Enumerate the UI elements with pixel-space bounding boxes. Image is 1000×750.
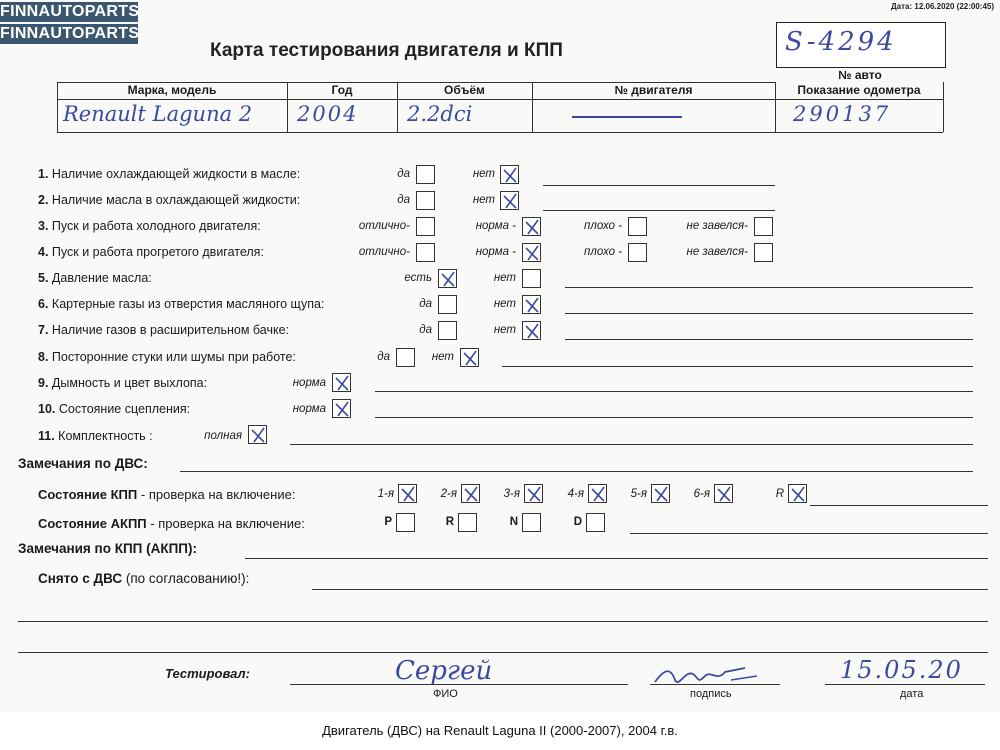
watermark-logo: FINNAUTOPARTS (0, 3, 140, 20)
opt-normal-3: норма - (475, 220, 516, 232)
check-row-8: 8. Посторонние стуки или шумы при работе: (38, 350, 296, 364)
tested-label: Тестировал: (165, 666, 250, 681)
engine-number-header: № двигателя (614, 83, 693, 97)
opt-yes-2: да (397, 194, 410, 206)
odometer-value: 290137 (793, 102, 892, 126)
page-title: Карта тестирования двигателя и КПП (210, 40, 563, 61)
checkbox-no-6[interactable] (522, 295, 541, 314)
opt-yes-6: да (419, 298, 432, 310)
check-mark-icon (462, 485, 481, 504)
opt-yes-8: да (377, 351, 390, 363)
date-stamp: Дата: 12.06.2020 (22:00:45) (890, 2, 994, 11)
gear-label-1: 1-я (377, 488, 394, 500)
gear-label-2: 2-я (440, 488, 457, 500)
check-mark-icon (333, 374, 352, 393)
opt-no-2: нет (472, 194, 495, 206)
check-mark-icon (333, 400, 352, 419)
checkbox-no-7[interactable] (522, 321, 541, 340)
opt-no-6: нет (493, 298, 516, 310)
check-mark-icon (523, 296, 542, 315)
opt-not-started-4: не завелся- (686, 246, 748, 258)
check-mark-icon (501, 166, 520, 185)
checkbox-normal-3[interactable] (522, 217, 541, 236)
checkbox-auto-gear-3[interactable] (522, 513, 541, 532)
year-value: 2004 (297, 102, 359, 126)
opt-present-5: есть (404, 272, 432, 284)
check-row-9: 9. Дымность и цвет выхлопа: (38, 376, 208, 390)
checkbox-no-5[interactable] (522, 269, 541, 288)
image-caption: Двигатель (ДВС) на Renault Laguna II (2000-2007), 2004 г.в. (0, 712, 1000, 750)
check-mark-icon (501, 192, 520, 211)
checkbox-gear-7[interactable] (788, 484, 807, 503)
checkbox-normal-9[interactable] (332, 373, 351, 392)
check-mark-icon (525, 485, 544, 504)
checkbox-normal-10[interactable] (332, 399, 351, 418)
checkbox-gear-3[interactable] (524, 484, 543, 503)
volume-header: Объём (444, 83, 485, 97)
date-label: дата (900, 688, 924, 700)
gear-label-5: 5-я (630, 488, 647, 500)
auto-gear-label-3: N (509, 516, 518, 528)
checkbox-gear-6[interactable] (714, 484, 733, 503)
check-mark-icon (523, 322, 542, 341)
checkbox-no-8[interactable] (460, 348, 479, 367)
sign-label: подпись (690, 688, 732, 700)
auto-gear-label-2: R (445, 516, 454, 528)
opt-no-8: нет (431, 351, 454, 363)
opt-normal-9: норма (292, 377, 326, 389)
gear-label-3: 3-я (503, 488, 520, 500)
check-row-4: 4. Пуск и работа прогретого двигателя: (38, 245, 264, 259)
check-mark-icon (523, 244, 542, 263)
fio-label: ФИО (433, 688, 458, 700)
gear-label-7: R (775, 488, 784, 500)
stock-number-box (776, 22, 946, 68)
auto-gear-label-1: P (384, 516, 392, 528)
checkbox-yes-7[interactable] (438, 321, 457, 340)
checkbox-gear-5[interactable] (651, 484, 670, 503)
checkbox-yes-6[interactable] (438, 295, 457, 314)
opt-excellent-4: отлично- (358, 246, 410, 258)
engine-number-dash (572, 116, 682, 118)
opt-bad-3: плохо - (584, 220, 622, 232)
vehicle-info-table (57, 82, 775, 132)
watermark-logo-2: FINNAUTOPARTS (0, 25, 140, 42)
opt-no-7: нет (493, 324, 516, 336)
checkbox-auto-gear-2[interactable] (458, 513, 477, 532)
opt-normal-4: норма - (475, 246, 516, 258)
checkbox-gear-1[interactable] (398, 484, 417, 503)
checkbox-full-11[interactable] (248, 425, 267, 444)
checkbox-gear-4[interactable] (588, 484, 607, 503)
signature-scribble (645, 660, 775, 690)
brand-header: Марка, модель (127, 83, 217, 97)
check-row-6: 6. Картерные газы из отверстия масляного щупа: (38, 297, 325, 311)
checkbox-excellent-4[interactable] (416, 243, 435, 262)
opt-excellent-3: отлично- (358, 220, 410, 232)
opt-no-1: нет (472, 168, 495, 180)
check-row-3: 3. Пуск и работа холодного двигателя: (38, 219, 261, 233)
stock-number: S-4294 (785, 27, 897, 57)
check-mark-icon (439, 270, 458, 289)
date-value: 15.05.20 (840, 656, 963, 684)
opt-full-11: полная (204, 430, 242, 442)
checkbox-bad-4[interactable] (628, 243, 647, 262)
removed-row: Снято с ДВС (по согласованию!): (38, 571, 250, 586)
checkbox-auto-gear-4[interactable] (586, 513, 605, 532)
gearbox-row: Состояние КПП - проверка на включение: (38, 487, 296, 502)
opt-yes-1: да (397, 168, 410, 180)
check-row-10: 10. Состояние сцепления: (38, 402, 191, 416)
opt-bad-4: плохо - (584, 246, 622, 258)
tester-name: Сергей (395, 656, 493, 686)
check-mark-icon (789, 485, 808, 504)
check-row-1: 1. Наличие охлаждающей жидкости в масле: (38, 167, 301, 181)
check-mark-icon (652, 485, 671, 504)
opt-no-5: нет (493, 272, 516, 284)
checkbox-no-1[interactable] (500, 165, 519, 184)
brand-value: Renault Laguna 2 (63, 102, 253, 126)
year-header: Год (331, 83, 353, 97)
check-mark-icon (399, 485, 418, 504)
odometer-header: Показание одометра (797, 83, 921, 97)
auto-number-label: № авто (838, 68, 882, 82)
check-mark-icon (523, 218, 542, 237)
checkbox-not-started-3[interactable] (754, 217, 773, 236)
checkbox-gear-2[interactable] (461, 484, 480, 503)
odometer-cell (775, 82, 943, 132)
check-mark-icon (461, 349, 480, 368)
check-row-2: 2. Наличие масла в охлаждающей жидкости: (38, 193, 301, 207)
gear-label-4: 4-я (567, 488, 584, 500)
gearbox-remarks-label: Замечания по КПП (АКПП): (18, 541, 197, 556)
checkbox-present-5[interactable] (438, 269, 457, 288)
check-mark-icon (249, 426, 268, 445)
checkbox-auto-gear-1[interactable] (396, 513, 415, 532)
volume-value: 2.2dci (407, 102, 473, 126)
checkbox-bad-3[interactable] (628, 217, 647, 236)
gear-label-6: 6-я (693, 488, 710, 500)
checkbox-yes-2[interactable] (416, 191, 435, 210)
check-row-11: 11. Комплектность : (38, 429, 153, 443)
engine-remarks-label: Замечания по ДВС: (18, 456, 148, 471)
check-row-7: 7. Наличие газов в расширительном бачке: (38, 323, 290, 337)
auto-gear-label-4: D (573, 516, 582, 528)
opt-not-started-3: не завелся- (686, 220, 748, 232)
checkbox-normal-4[interactable] (522, 243, 541, 262)
opt-normal-10: норма (292, 403, 326, 415)
checkbox-excellent-3[interactable] (416, 217, 435, 236)
check-mark-icon (589, 485, 608, 504)
checkbox-yes-1[interactable] (416, 165, 435, 184)
checkbox-no-2[interactable] (500, 191, 519, 210)
check-mark-icon (715, 485, 734, 504)
check-row-5: 5. Давление масла: (38, 271, 152, 285)
opt-yes-7: да (419, 324, 432, 336)
auto-gearbox-row: Состояние АКПП - проверка на включение: (38, 516, 305, 531)
checkbox-not-started-4[interactable] (754, 243, 773, 262)
